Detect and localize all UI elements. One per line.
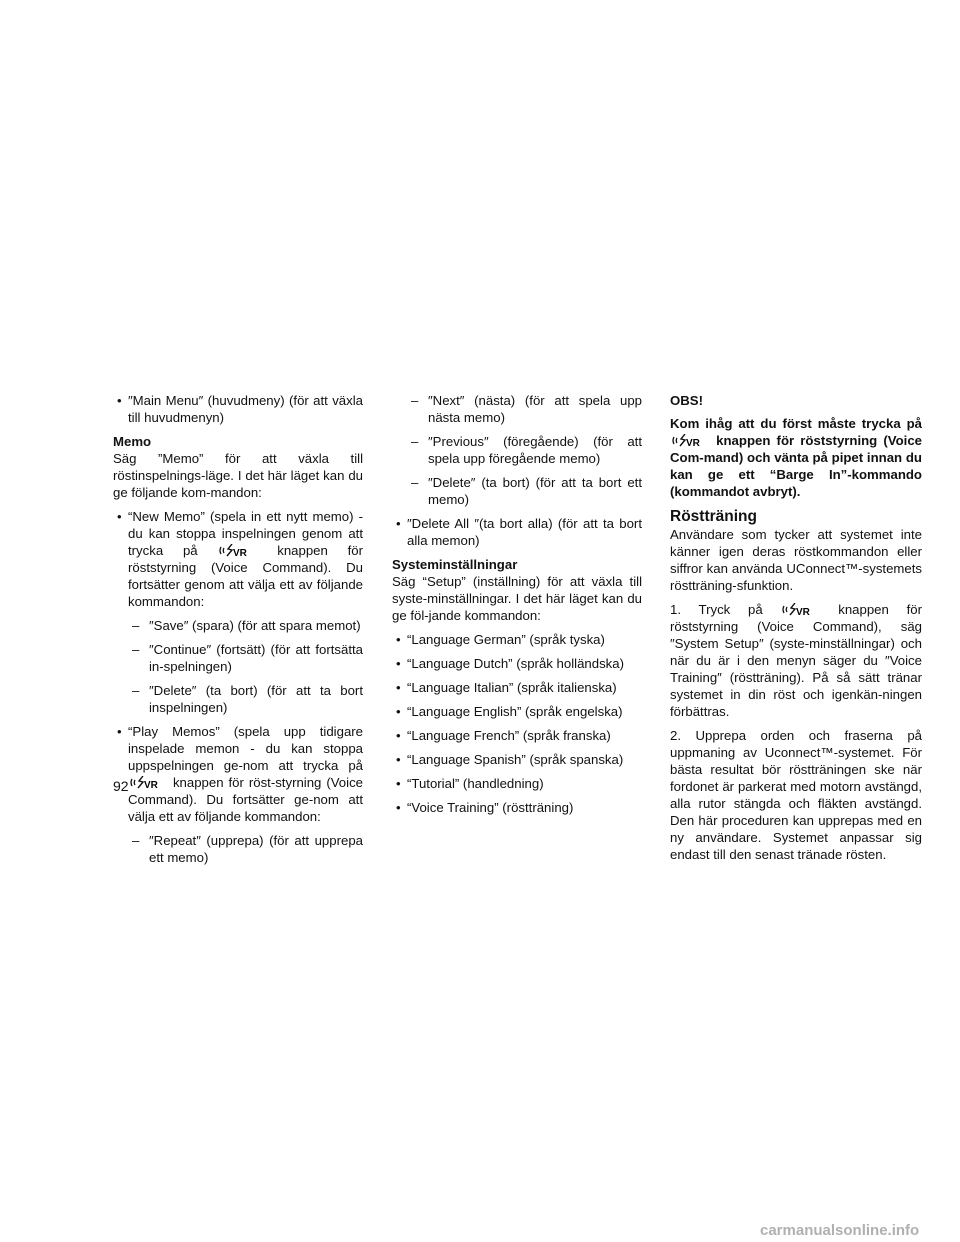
bullet-delete-all: • ″Delete All ″(ta bort alla) (för att ta bort alla memon): [392, 515, 642, 549]
bullet-language-spanish: • “Language Spanish” (språk spanska): [392, 751, 642, 768]
step-2: 2. Upprepa orden och fraserna på uppmaning av Uconnect™-systemet. För bästa resultat bör röstträningen ske när fordonet är parkerat med motorn avstängd, alla rutor stängda och fläkten avstängd. Den här proceduren kan upprepas med en ny användare. Systemet anpassar sig endast till den senast tränade rösten.: [670, 728, 922, 862]
note-text-post: knappen för röststyrning (Voice Com-mand) och vänta på pipet innan du kan ge ett “Barge In”-kommando (kommandot avbryt).: [670, 433, 922, 499]
bullet-language-french: • “Language French” (språk franska): [392, 727, 642, 744]
bullet-main-menu: • ″Main Menu″ (huvudmeny) (för att växla till huvudmenyn): [113, 392, 363, 426]
dash-save: – ″Save″ (spara) (för att spara memot): [113, 617, 363, 634]
page-number: 92: [113, 778, 129, 794]
column-1: [113, 392, 363, 873]
column-2: [392, 392, 642, 823]
system-settings-text: Säg “Setup” (inställning) för att växla till syste-minställningar. I det här läget kan du ge föl-jande kommandon:: [392, 574, 642, 623]
step-1-post: knappen för röststyrning (Voice Command), säg ″System Setup″ (syste-minställningar) och när du är i den menyn säger du ″Voice Training″ (röstträning). På så sätt tränar systemet in din röst och igenkän-ningen förbättras.: [670, 602, 922, 719]
note-heading: OBS!: [670, 393, 703, 408]
dash-previous: – ″Previous″ (föregående) (för att spela upp föregående memo): [392, 433, 642, 467]
column-3: [670, 392, 922, 870]
bullet-new-memo: [113, 508, 363, 610]
section-title: Röstträning: [670, 508, 757, 525]
step-1: [670, 601, 922, 720]
step-1-pre: 1. Tryck på: [670, 602, 763, 617]
play-memos-text-pre: “Play Memos” (spela upp tidigare inspelade memon - du kan stoppa uppspelningen ge-nom att trycka på: [128, 724, 363, 773]
watermark: carmanualsonline.info: [760, 1222, 920, 1239]
voice-command-icon: [130, 776, 166, 789]
new-memo-text-pre: “New Memo” (spela in ett nytt memo) - du kan stoppa inspelningen genom att trycka på: [128, 509, 363, 558]
note-text: [670, 415, 922, 500]
bullet-tutorial: • “Tutorial” (handledning): [392, 775, 642, 792]
memo-text: Säg ”Memo” för att växla till röstinspelnings-läge. I det här läget kan du ge följande kom-mandon:: [113, 451, 363, 500]
system-settings-heading: Systeminställningar: [392, 557, 518, 572]
dash-next: – ″Next″ (nästa) (för att spela upp nästa memo): [392, 392, 642, 426]
bullet-play-memos: [113, 723, 363, 825]
svg-text:VR: VR: [686, 438, 700, 447]
bullet-language-italian: • “Language Italian” (språk italienska): [392, 679, 642, 696]
svg-text:VR: VR: [144, 780, 158, 789]
voice-command-icon: [219, 544, 255, 557]
dash-continue: – ″Continue″ (fortsätt) (för att fortsätta in-spelningen): [113, 641, 363, 675]
bullet-language-german: • “Language German” (språk tyska): [392, 631, 642, 648]
new-memo-text-post: knappen för röststyrning (Voice Command). Du fortsätter genom att välja ett av följande kommandon:: [128, 543, 363, 609]
svg-text:VR: VR: [233, 548, 248, 557]
voice-command-icon: [672, 434, 708, 447]
svg-text:VR: VR: [796, 607, 811, 616]
memo-heading: Memo: [113, 434, 152, 449]
voice-command-icon: [782, 603, 818, 616]
dash-delete: – ″Delete″ (ta bort) (för att ta bort inspelningen): [113, 682, 363, 716]
play-memos-text-post: knappen för röst-styrning (Voice Command). Du fortsätter ge-nom att välja ett av följande kommandon:: [128, 775, 363, 824]
note-text-pre: Kom ihåg att du först måste trycka på: [670, 416, 922, 431]
bullet-voice-training: • “Voice Training” (röstträning): [392, 799, 642, 816]
dash-repeat: – ″Repeat″ (upprepa) (för att upprepa ett memo): [113, 832, 363, 866]
dash-delete-memo: – ″Delete″ (ta bort) (för att ta bort ett memo): [392, 474, 642, 508]
bullet-language-dutch: • “Language Dutch” (språk holländska): [392, 655, 642, 672]
voice-training-intro: Användare som tycker att systemet inte känner igen deras röstkommandon eller siffror kan använda UConnect™-systemets röstträning-sfunktion.: [670, 527, 922, 593]
bullet-language-english: • “Language English” (språk engelska): [392, 703, 642, 720]
